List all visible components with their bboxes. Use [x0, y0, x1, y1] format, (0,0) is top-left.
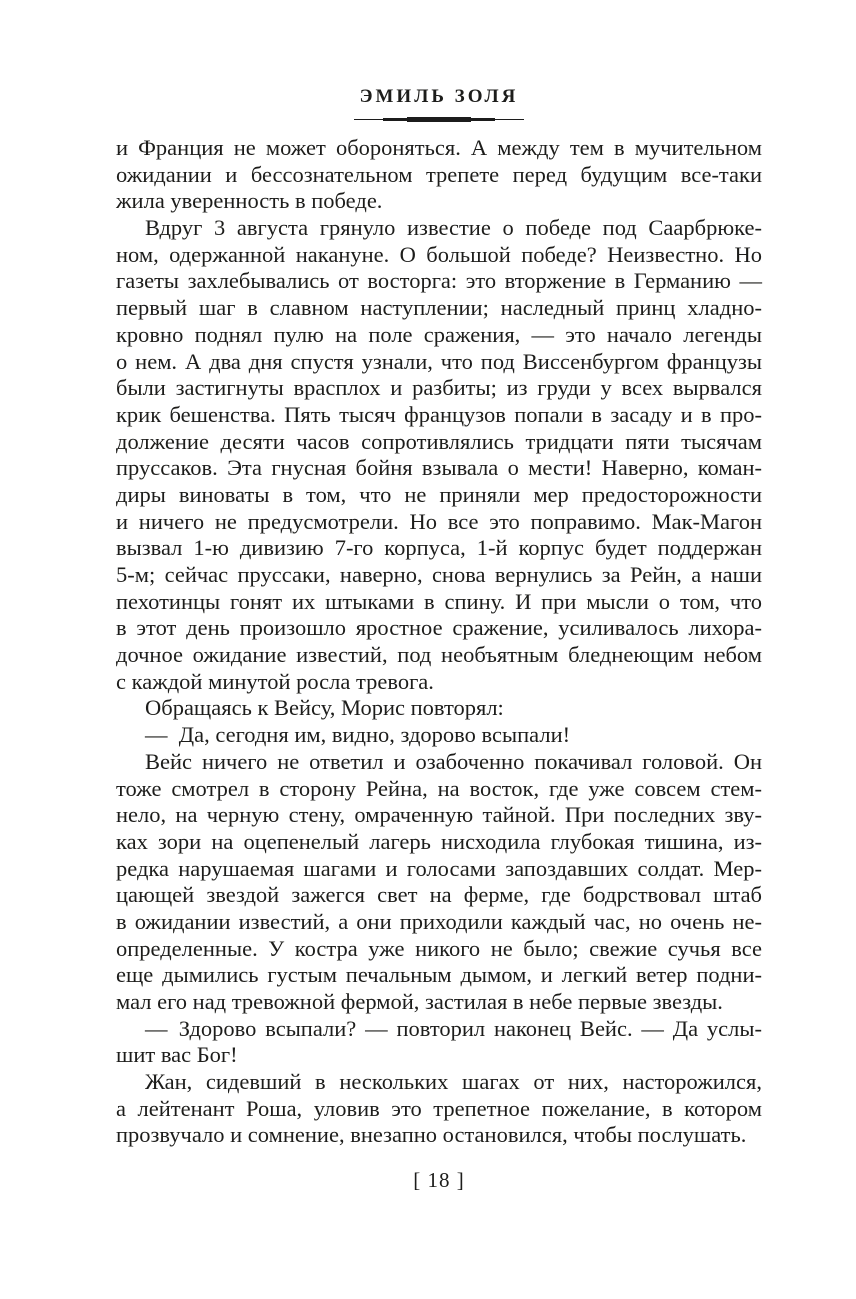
text-line: цающей звездой зажегся свет на ферме, где бодрствовал штаб — [116, 882, 762, 908]
text-line: с каждой минутой росла тревога. — [116, 668, 434, 694]
text-line: должение десяти часов сопротивлялись тридцати пяти тысячам — [116, 428, 762, 454]
text-line: ном, одержанной накануне. О большой победе? Неизвестно. Но — [116, 241, 762, 267]
page-number: [ 18 ] — [413, 1168, 465, 1192]
text-line: Жан, сидевший в нескольких шагах от них, насторожился, — [145, 1069, 762, 1095]
text-line: жила уверенность в победе. — [116, 188, 383, 214]
body-text — [116, 135, 762, 1149]
text-line: и Франция не может обороняться. А между тем в мучительном — [116, 135, 762, 160]
text-line: пруссаков. Эта гнусная бойня взывала о мести! Наверно, коман- — [116, 455, 762, 481]
text-line: о нем. А два дня спустя узнали, что под Виссенбургом французы — [116, 348, 762, 374]
text-line: Вдруг 3 августа грянуло известие о победе под Саарбрюке- — [145, 215, 762, 241]
rule-thick-segment — [407, 117, 471, 122]
text-line: 5-м; сейчас пруссаки, наверно, снова вернулись за Рейн, а наши — [116, 562, 762, 587]
text-line: были застигнуты врасплох и разбиты; из груди у всех вырвался — [116, 375, 762, 401]
text-line: еще дымились густым печальным дымом, и легкий ветер подни- — [116, 962, 762, 988]
text-line: Обращаясь к Вейсу, Морис повторял: — [145, 695, 504, 721]
text-line: ках зори на оцепенелый лагерь нисходила глубокая тишина, из- — [116, 828, 762, 854]
text-line: — Да, сегодня им, видно, здорово всыпали! — [145, 722, 571, 748]
text-line: ожидании и бессознательном трепете перед будущим все-таки — [116, 161, 762, 187]
page-footer — [116, 1168, 762, 1192]
page-header — [116, 86, 762, 122]
text-line: кровно поднял пулю на поле сражения, — это начало легенды — [116, 321, 762, 347]
text-line: в этот день произошло яростное сражение, усиливалось лихора- — [116, 615, 762, 641]
text-line: — Здорово всыпали? — повторил наконец Вейс. — Да услы- — [145, 1015, 762, 1041]
text-line: в ожидании известий, а они приходили каждый час, но очень не- — [116, 908, 762, 934]
author-running-head: ЭМИЛЬ ЗОЛЯ — [359, 86, 519, 107]
text-line: первый шаг в славном наступлении; наследный принц хладно- — [116, 295, 762, 321]
text-line: нело, на черную стену, омраченную тайной. При последних зву- — [116, 802, 762, 828]
header-ornament-rule — [354, 117, 524, 122]
text-line: газеты захлебывались от восторга: это вторжение в Германию — — [116, 268, 762, 294]
text-line: определенные. У костра уже никого не было; свежие сучья все — [116, 935, 762, 961]
text-line: а лейтенант Роша, уловив это трепетное пожелание, в котором — [116, 1095, 762, 1121]
text-line: прозвучало и сомнение, внезапно остановился, чтобы послушать. — [116, 1122, 747, 1148]
text-line: дочное ожидание известий, под необъятным бледнеющим небом — [116, 642, 762, 668]
text-line: мал его над тревожной фермой, застилая в небе первые звезды. — [116, 989, 723, 1014]
text-line: вызвал 1-ю дивизию 7-го корпуса, 1-й корпус будет поддержан — [116, 535, 762, 561]
text-line: тоже смотрел в сторону Рейна, на восток, где уже совсем стем- — [116, 775, 762, 801]
text-line: шит вас Бог! — [116, 1042, 238, 1068]
text-line: диры виноваты в том, что не приняли мер предосторожности — [116, 481, 762, 507]
text-line: Вейс ничего не ответил и озабоченно покачивал головой. Он — [145, 748, 762, 774]
text-line: пехотинцы гонят их штыками в спину. И при мысли о том, что — [116, 588, 762, 614]
text-line: редка нарушаемая шагами и голосами запоздавших солдат. Мер- — [116, 855, 762, 881]
text-line: и ничего не предусмотрели. Но все это поправимо. Мак-Магон — [116, 508, 762, 534]
text-line: крик бешенства. Пять тысяч французов попали в засаду и в про- — [116, 401, 762, 427]
